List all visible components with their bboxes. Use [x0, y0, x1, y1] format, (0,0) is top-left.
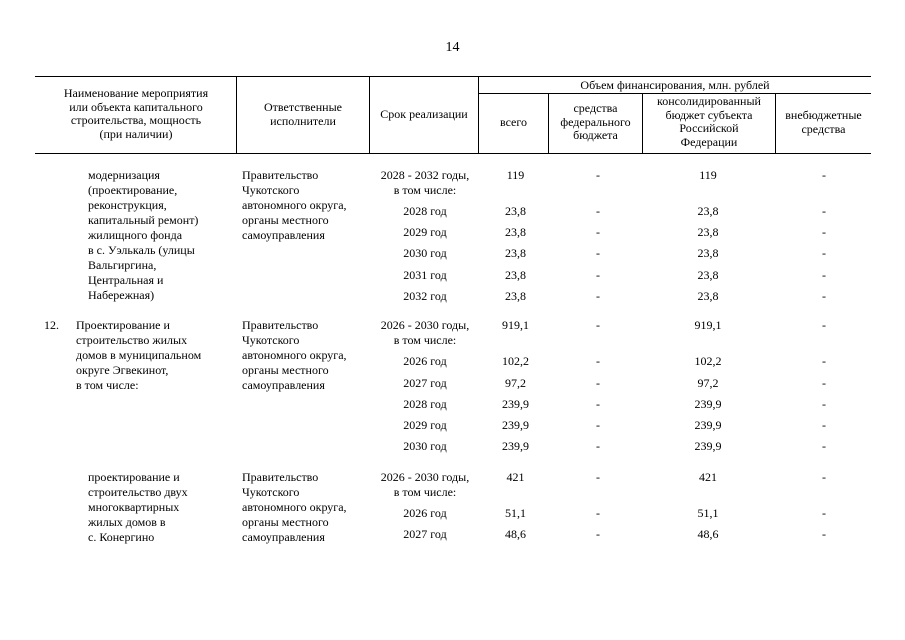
header-total: всего [499, 115, 528, 129]
extra-cell: - [822, 506, 826, 520]
header-extra: внебюджетные средства [785, 108, 862, 136]
extra-cell: - [822, 439, 826, 453]
term-cell: 2028 год [403, 204, 447, 218]
header-federal: средства федерального бюджета [560, 101, 631, 142]
row-number: 12. [44, 318, 59, 332]
extra-cell: - [822, 376, 826, 390]
regional-cell: 23,8 [697, 246, 719, 260]
extra-cell: - [822, 289, 826, 303]
object-name: проектирование и строительство двух многоквартирных жилых домов в с. Конергино [88, 470, 188, 544]
extra-cell: - [822, 246, 826, 260]
federal-cell: - [596, 470, 600, 484]
term-cell: 2030 год [403, 439, 447, 453]
extra-cell: - [822, 225, 826, 239]
federal-cell: - [596, 318, 600, 332]
regional-cell: 239,9 [694, 397, 722, 411]
total-cell: 23,8 [505, 246, 526, 260]
total-cell: 119 [506, 168, 525, 182]
total-cell: 421 [506, 470, 525, 484]
table-top-rule [35, 76, 871, 77]
extra-cell: - [822, 397, 826, 411]
total-cell: 23,8 [505, 268, 526, 282]
total-cell: 102,2 [502, 354, 529, 368]
header-funding: Объем финансирования, млн. рублей [580, 78, 770, 92]
term-cell: 2026 год [403, 354, 447, 368]
total-cell: 23,8 [505, 225, 526, 239]
federal-cell: - [596, 168, 600, 182]
responsible-executors: Правительство Чукотского автономного округа, органы местного самоуправления [242, 470, 347, 544]
extra-cell: - [822, 168, 826, 182]
federal-cell: - [596, 225, 600, 239]
header-responsible: Ответственные исполнители [264, 100, 342, 128]
regional-cell: 102,2 [694, 354, 722, 368]
extra-cell: - [822, 354, 826, 368]
regional-cell: 239,9 [694, 418, 722, 432]
term-cell: 2028 год [403, 397, 447, 411]
federal-cell: - [596, 246, 600, 260]
total-cell: 23,8 [505, 289, 526, 303]
federal-cell: - [596, 268, 600, 282]
total-cell: 239,9 [502, 418, 529, 432]
responsible-executors: Правительство Чукотского автономного округа, органы местного самоуправления [242, 318, 347, 392]
header-name: Наименование мероприятия или объекта капитального строительства, мощность (при наличии) [63, 86, 209, 141]
term-cell: 2029 год [403, 418, 447, 432]
federal-cell: - [596, 204, 600, 218]
federal-cell: - [596, 418, 600, 432]
federal-cell: - [596, 397, 600, 411]
total-cell: 23,8 [505, 204, 526, 218]
term-cell: 2027 год [403, 376, 447, 390]
term-cell: 2031 год [403, 268, 447, 282]
term-cell: 2026 - 2030 годы, в том числе: [380, 470, 470, 499]
federal-cell: - [596, 439, 600, 453]
object-name: модернизация (проектирование, реконструкция, капитальный ремонт) жилищного фонда в с. Уэлькаль (улицы Вальгиргина, Центральная и Набережная) [88, 168, 199, 302]
term-cell: 2032 год [403, 289, 447, 303]
regional-cell: 97,2 [697, 376, 719, 390]
federal-cell: - [596, 354, 600, 368]
responsible-executors: Правительство Чукотского автономного округа, органы местного самоуправления [242, 168, 347, 242]
regional-cell: 119 [699, 168, 717, 182]
regional-cell: 23,8 [697, 268, 719, 282]
extra-cell: - [822, 418, 826, 432]
total-cell: 239,9 [502, 397, 529, 411]
regional-cell: 23,8 [697, 225, 719, 239]
regional-cell: 48,6 [697, 527, 719, 541]
total-cell: 919,1 [502, 318, 529, 332]
extra-cell: - [822, 268, 826, 282]
header-regional: консолидированный бюджет субъекта Российской Федерации [657, 94, 761, 149]
term-cell: 2026 - 2030 годы, в том числе: [380, 318, 470, 347]
extra-cell: - [822, 318, 826, 332]
header-term: Срок реализации [380, 107, 468, 121]
federal-cell: - [596, 527, 600, 541]
extra-cell: - [822, 527, 826, 541]
total-cell: 51,1 [505, 506, 526, 520]
regional-cell: 421 [699, 470, 717, 484]
object-name: Проектирование и строительство жилых домов в муниципальном округе Эгвекинот, в том числе: [76, 318, 202, 392]
regional-cell: 23,8 [697, 204, 719, 218]
total-cell: 97,2 [505, 376, 526, 390]
regional-cell: 919,1 [694, 318, 722, 332]
extra-cell: - [822, 204, 826, 218]
term-cell: 2029 год [403, 225, 447, 239]
regional-cell: 23,8 [697, 289, 719, 303]
term-cell: 2028 - 2032 годы, в том числе: [380, 168, 470, 197]
regional-cell: 239,9 [694, 439, 722, 453]
header-bottom-rule [35, 153, 871, 154]
regional-cell: 51,1 [697, 506, 719, 520]
page-number: 14 [445, 40, 460, 55]
term-cell: 2026 год [403, 506, 447, 520]
term-cell: 2030 год [403, 246, 447, 260]
term-cell: 2027 год [403, 527, 447, 541]
federal-cell: - [596, 506, 600, 520]
extra-cell: - [822, 470, 826, 484]
federal-cell: - [596, 376, 600, 390]
total-cell: 48,6 [505, 527, 526, 541]
total-cell: 239,9 [502, 439, 529, 453]
federal-cell: - [596, 289, 600, 303]
